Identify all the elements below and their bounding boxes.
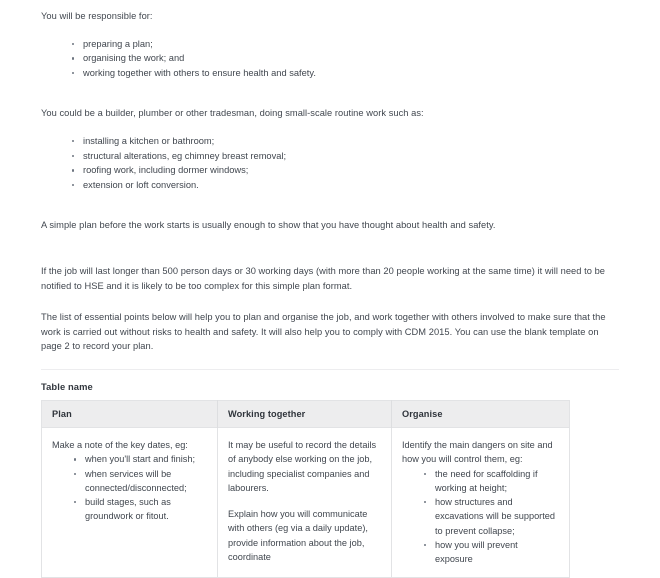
table-row	[42, 427, 570, 577]
cell-plan-list	[52, 452, 206, 523]
trades-lead-paragraph: You could be a builder, plumber or other tradesman, doing small-scale routine work such as:	[41, 108, 424, 119]
simple-plan-paragraph: A simple plan before the work starts is usually enough to show that you have thought about health and safety.	[41, 220, 496, 231]
list-item: how structures and excavations will be supported to prevent collapse;	[424, 495, 558, 538]
list-item: the need for scaffolding if working at height;	[424, 467, 558, 496]
top-spacer	[41, 0, 619, 9]
list-item: working together with others to ensure health and safety.	[72, 66, 619, 81]
list-item: when services will be connected/disconnected;	[74, 467, 206, 496]
list-item: roofing work, including dormer windows;	[72, 163, 619, 178]
table-body	[42, 427, 570, 577]
list-item: how you will prevent exposure	[424, 538, 558, 567]
cell-working-together	[218, 427, 392, 577]
spacer	[41, 24, 619, 37]
column-header-working-together: Working together	[218, 400, 392, 427]
table-header	[42, 400, 570, 427]
list-item: build stages, such as groundwork or fitout.	[74, 495, 206, 524]
cell-working-together-paragraph-1: It may be useful to record the details of anybody else working on the job, including specialist companies and labourers.	[228, 439, 377, 493]
column-header-organise: Organise	[392, 400, 570, 427]
responsibilities-list	[41, 37, 619, 81]
list-item: when you'll start and finish;	[74, 452, 206, 466]
spacer	[41, 80, 619, 106]
essential-points-table	[41, 400, 570, 578]
spacer	[41, 293, 619, 310]
list-item: preparing a plan;	[72, 37, 619, 52]
cell-organise-lead: Identify the main dangers on site and how you will control them, eg:	[402, 439, 553, 465]
spacer	[41, 121, 619, 134]
trades-examples-list	[41, 134, 619, 192]
table-header-row	[42, 400, 570, 427]
cell-organise	[392, 427, 570, 577]
cell-working-together-paragraph-2: Explain how you will communicate with others (eg via a daily update), provide information about the job, coordinate	[228, 509, 368, 562]
list-item: extension or loft conversion.	[72, 178, 619, 193]
cell-plan	[42, 427, 218, 577]
list-item: organising the work; and	[72, 51, 619, 66]
spacer	[41, 354, 619, 369]
column-header-plan: Plan	[42, 400, 218, 427]
spacer	[41, 233, 619, 264]
section-divider	[41, 369, 619, 370]
list-item: installing a kitchen or bathroom;	[72, 134, 619, 149]
list-item: structural alterations, eg chimney breast removal;	[72, 149, 619, 164]
cell-organise-list	[402, 467, 558, 567]
spacer	[41, 192, 619, 218]
notification-paragraph: If the job will last longer than 500 person days or 30 working days (with more than 20 people working at the same time) it will need to be notified to HSE and it is likely to be too complex for this simple plan format.	[41, 265, 606, 291]
responsibilities-lead-paragraph: You will be responsible for:	[41, 11, 153, 21]
table-caption: Table name	[41, 380, 93, 392]
essential-points-paragraph: The list of essential points below will help you to plan and organise the job, and work together with others involved to make sure that the work is carried out without risks to health and safety. It will also help you to comply with CDM 2015. You can use the blank template on page 2 to record your plan.	[41, 312, 606, 352]
cell-plan-lead: Make a note of the key dates, eg:	[52, 439, 188, 450]
